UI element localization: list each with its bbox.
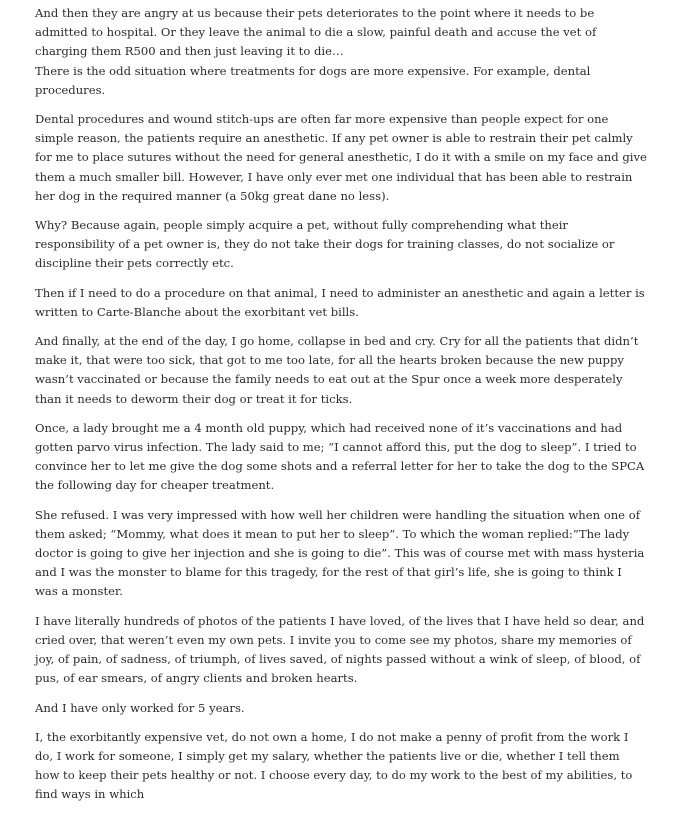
paragraph-puppy-story: Once, a lady brought me a 4 month old puppy, which had received none of it’s vaccinations and had gotten parvo virus infection. The lady said to me; “I cannot afford this, put the dog to sleep”. I tried to convince her to let me give the dog some shots and a referral letter for her to take the dog to the SPCA the following day for cheaper treatment. [35,420,645,493]
paragraph-carte-blanche: Then if I need to do a procedure on that animal, I need to administer an anesthetic and again a letter is written to Carte-Blanche about the exorbitant vet bills. [35,285,645,319]
article-body [35,4,647,815]
paragraph-angry-owners: And then they are angry at us because their pets deteriorates to the point where it needs to be admitted to hospital. Or they leave the animal to die a slow, painful death and accuse the vet of charging them R500 and then just leaving it to die… [35,6,597,59]
paragraph-why: Why? Because again, people simply acquire a pet, without fully comprehending what their responsibility of a pet owner is, they do not take their dogs for training classes, do not socialize or discipline their pets correctly etc. [35,218,615,271]
paragraph-she-refused: She refused. I was very impressed with how well her children were handling the situation when one of them asked; “Mommy, what does it mean to put her to sleep”. To which the woman replied:”The lady doctor is going to give her injection and she is going to die”. This was of course met with mass hysteria and I was the monster to blame for this tragedy, for the rest of that girl’s life, she is going to think I was a monster. [35,507,645,599]
paragraph-expensive-vet: I, the exorbitantly expensive vet, do not own a home, I do not make a penny of profit from the work I do, I work for someone, I simply get my salary, whether the patients live or die, whether I tell them how to keep their pets healthy or not. I choose every day, to do my work to the best of my abilities, to find ways in which [35,729,633,802]
paragraph-dental-procedures: Dental procedures and wound stitch-ups are often far more expensive than people expect for one simple reason, the patients require an anesthetic. If any pet owner is able to restrain their pet calmly for me to place sutures without the need for general anesthetic, I do it with a smile on my face and give them a much smaller bill. However, I have only ever met one individual that has been able to restrain her dog in the required manner (a 50kg great dane no less). [35,112,647,203]
paragraph-end-of-day: And finally, at the end of the day, I go home, collapse in bed and cry. Cry for all the patients that didn’t make it, that were too sick, that got to me too late, for all the hearts broken because the new puppy wasn’t vaccinated or because the family needs to eat out at the Spur once a week more desperately than it needs to deworm their dog or treat it for ticks. [35,334,639,406]
paragraph-odd-situation: There is the odd situation where treatments for dogs are more expensive. For example, dental procedures. [35,63,591,97]
paragraph-photos: I have literally hundreds of photos of the patients I have loved, of the lives that I have held so dear, and cried over, that weren’t even my own pets. I invite you to come see my photos, share my memories of joy, of pain, of sadness, of triumph, of lives saved, of nights passed without a wink of sleep, of blood, of pus, of ear smears, of angry clients and broken hearts. [35,613,645,686]
paragraph-five-years: And I have only worked for 5 years. [35,700,245,715]
